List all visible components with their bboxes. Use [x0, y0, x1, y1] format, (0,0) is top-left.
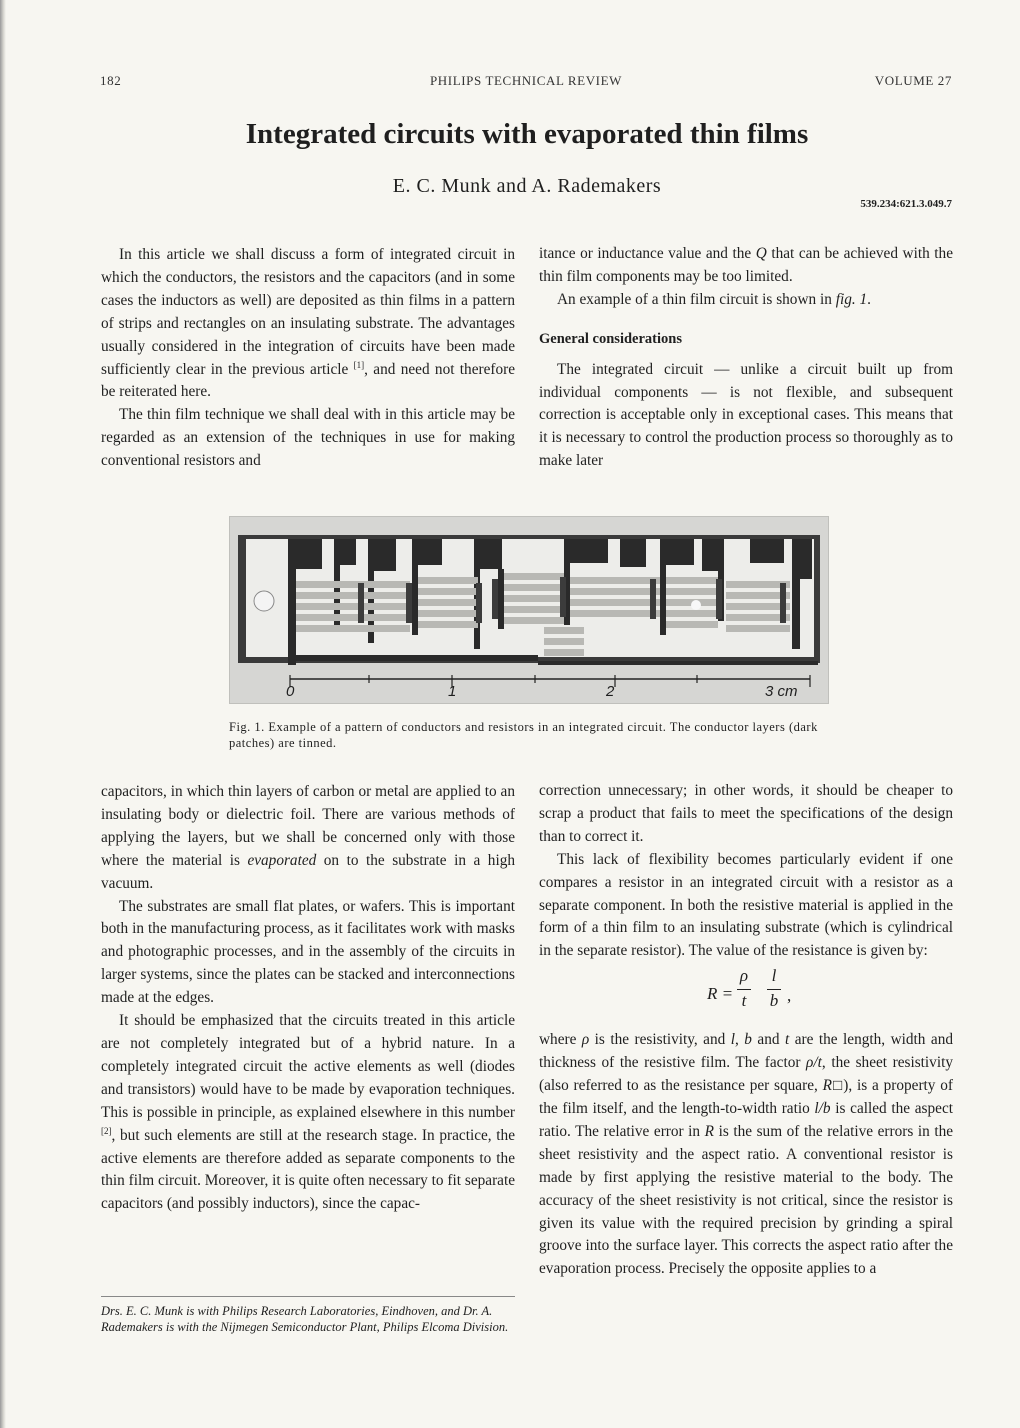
volume-label: VOLUME 27 — [874, 73, 952, 88]
conductor-pad — [368, 539, 396, 571]
contact-dot — [691, 600, 701, 610]
column-1 — [101, 244, 515, 473]
figure-reference[interactable]: fig. 1 — [835, 290, 868, 308]
conductor-pad — [702, 539, 724, 571]
resistor-strip — [504, 595, 564, 602]
fraction: $\frac{l}{b}$ — [767, 965, 781, 1013]
scale-label: 3 cm — [765, 683, 798, 700]
terminal-bracket — [650, 579, 656, 619]
conductor-pad — [792, 539, 812, 579]
resistor-strip — [666, 588, 718, 595]
resistor-strip — [726, 625, 790, 632]
column-2 — [539, 243, 953, 473]
conductor-pad — [660, 539, 694, 565]
running-header — [100, 73, 952, 91]
paragraph: The substrates are small flat plates, or wafers. This is important both in the manufacturing process, as it facilitates work with masks and photographic processes, and in the assembly of the circuits in larger systems, since the plates can be stacked and interconnections made at the edges. — [101, 897, 515, 1007]
reference-mark[interactable]: [1] — [353, 359, 365, 370]
scale-label: 1 — [448, 683, 457, 700]
conductor-pad — [564, 539, 608, 563]
resistor-strip — [666, 610, 718, 617]
conductor-trace — [792, 579, 800, 649]
resistor-strip — [504, 573, 564, 580]
conductor-bus — [288, 655, 538, 661]
paragraph: This lack of flexibility becomes particularly evident if one compares a resistor in an integrated circuit with a resistor as a separate component. In both the resistive material is applied in the form of a thin film to an insulating substrate (which is cylindrical in the separate resistor). The value of the resistance is given by: — [539, 850, 953, 960]
resistor-strip — [296, 581, 410, 588]
terminal-bracket — [358, 583, 364, 623]
column-4 — [539, 780, 953, 1281]
resistor-strip — [418, 610, 478, 617]
scale-label: 0 — [286, 683, 295, 700]
resistor-strip — [296, 614, 410, 621]
resistance-formula: R = $\frac{\rho}{t}$ $\frac{l}{b}$ , — [539, 963, 953, 1029]
conductor-trace — [660, 565, 666, 635]
conductor-pad — [750, 539, 784, 563]
terminal-bracket — [492, 579, 498, 619]
conductor-trace — [412, 565, 418, 635]
udc-code: 539.234:621.3.049.7 — [860, 198, 952, 210]
paragraph: correction unnecessary; in other words, it should be cheaper to scrap a product that fails to meet the specifications of the design than to correct it. — [539, 782, 953, 845]
terminal-bracket — [716, 579, 722, 619]
resistor-strip — [296, 603, 410, 610]
mounting-hole — [254, 591, 274, 611]
circuit-photo-figure — [229, 516, 829, 704]
section-heading: General considerations — [539, 330, 682, 347]
paragraph: An example of a thin film circuit is shown in fig. 1. — [557, 290, 871, 308]
terminal-bracket — [780, 583, 786, 623]
article-title: Integrated circuits with evaporated thin films — [245, 118, 809, 150]
paragraph: The integrated circuit — unlike a circuit built up from individual components — is not flexible, and subsequent correction is acceptable only in exceptional cases. This means that it is necessary to control the production process so thoroughly as to make later — [539, 360, 953, 470]
terminal-bracket — [476, 583, 482, 623]
resistor-strip — [418, 588, 478, 595]
resistor-strip — [570, 599, 660, 606]
resistor-strip — [418, 577, 478, 584]
paragraph: It should be emphasized that the circuits treated in this article are not completely integrated but of a hybrid nature. In a completely integrated circuit the active elements as well (diodes and transistors) would have to be made by evaporation techniques. This is possible in principle, as explained elsewhere in this number [2], but such elements are still at the research stage. In practice, the active elements are therefore added as separate components to the thin film circuit. Moreover, it is quite often necessary to fit separate capacitors (and possibly inductors), since the capac- — [101, 1012, 515, 1213]
page-number: 182 — [100, 73, 122, 88]
paragraph: where ρ is the resistivity, and l, b and t are the length, width and thickness of the resistive film. The factor ρ/t, the sheet resistivity (also referred to as the resistance per square, R□), is a property of the film itself, and the length-to-width ratio l/b is called the aspect ratio. The relative error in R is the sum of the relative errors in the sheet resistivity and the aspect ratio. A conventional resistor is made by first applying the resistive material to the body. The accuracy of the sheet resistivity is not critical, since the resistor is given its value with the required precision by grinding a spiral groove into the surface layer. This corrects the aspect ratio after the evaporation process. Precisely the opposite applies to a — [539, 1031, 954, 1278]
conductor-pad — [334, 539, 356, 565]
paragraph: capacitors, in which thin layers of carbon or metal are applied to an insulating body or dielectric foil. There are various methods of applying the layers, but we shall be concerned only with those where the material is evaporated on to the substrate in a high vacuum. — [101, 783, 515, 892]
fraction: $\frac{\rho}{t}$ — [737, 965, 751, 1013]
circuit-pattern-illustration — [230, 517, 828, 703]
resistor-strip — [666, 621, 718, 628]
footnote-divider — [101, 1296, 515, 1297]
conductor-pad — [620, 539, 646, 567]
figure-caption: Fig. 1. Example of a pattern of conductors and resistors in an integrated circuit. The conductor layers (dark patches) are tinned. — [229, 720, 818, 750]
resistor-strip — [418, 599, 478, 606]
paragraph: itance or inductance value and the Q that can be achieved with the thin film components may be too limited. — [539, 245, 953, 285]
terminal-bracket — [560, 577, 566, 617]
reference-mark[interactable]: [2] — [101, 1125, 112, 1136]
resistor-strip — [570, 577, 660, 584]
conductor-pad — [288, 539, 322, 569]
conductor-trace — [288, 569, 296, 665]
article-authors: E. C. Munk and A. Rademakers — [392, 175, 662, 197]
conductor-pad — [412, 539, 442, 565]
scale-label: 2 — [606, 683, 615, 700]
paragraph: In this article we shall discuss a form of integrated circuit in which the conductors, the resistors and the capacitors (and in some cases the inductors as well) are deposited as thin films in a pattern of strips and rectangles on an insulating substrate. The advantages usually considered in the integration of circuits have been made sufficiently clear in the previous article [1], and need not therefore be reiterated here. — [101, 246, 516, 401]
resistor-strip — [296, 592, 410, 599]
resistor-strip — [544, 649, 584, 656]
resistor-strip — [418, 621, 478, 628]
resistor-strip — [570, 588, 660, 595]
terminal-bracket — [406, 583, 412, 623]
journal-name: PHILIPS TECHNICAL REVIEW — [429, 73, 623, 88]
resistor-strip — [544, 638, 584, 645]
resistor-strip — [544, 627, 584, 634]
page-edge-shadow — [0, 0, 6, 1428]
conductor-pad — [474, 539, 502, 569]
resistor-strip — [570, 610, 660, 617]
column-3 — [101, 781, 515, 1216]
resistor-strip — [296, 625, 410, 632]
conductor-trace — [498, 569, 504, 629]
author-footnote: Drs. E. C. Munk is with Philips Research Laboratories, Eindhoven, and Dr. A. Rademakers is with the Nijmegen Semiconductor Plant, Philips Elcoma Division. — [101, 1304, 509, 1334]
resistor-strip — [504, 606, 564, 613]
resistor-strip — [504, 617, 564, 624]
resistor-strip — [504, 584, 564, 591]
paragraph: The thin film technique we shall deal with in this article may be regarded as an extension of the techniques in use for making conventional resistors and — [101, 406, 515, 470]
conductor-bus — [538, 661, 818, 665]
resistor-strip — [666, 577, 718, 584]
